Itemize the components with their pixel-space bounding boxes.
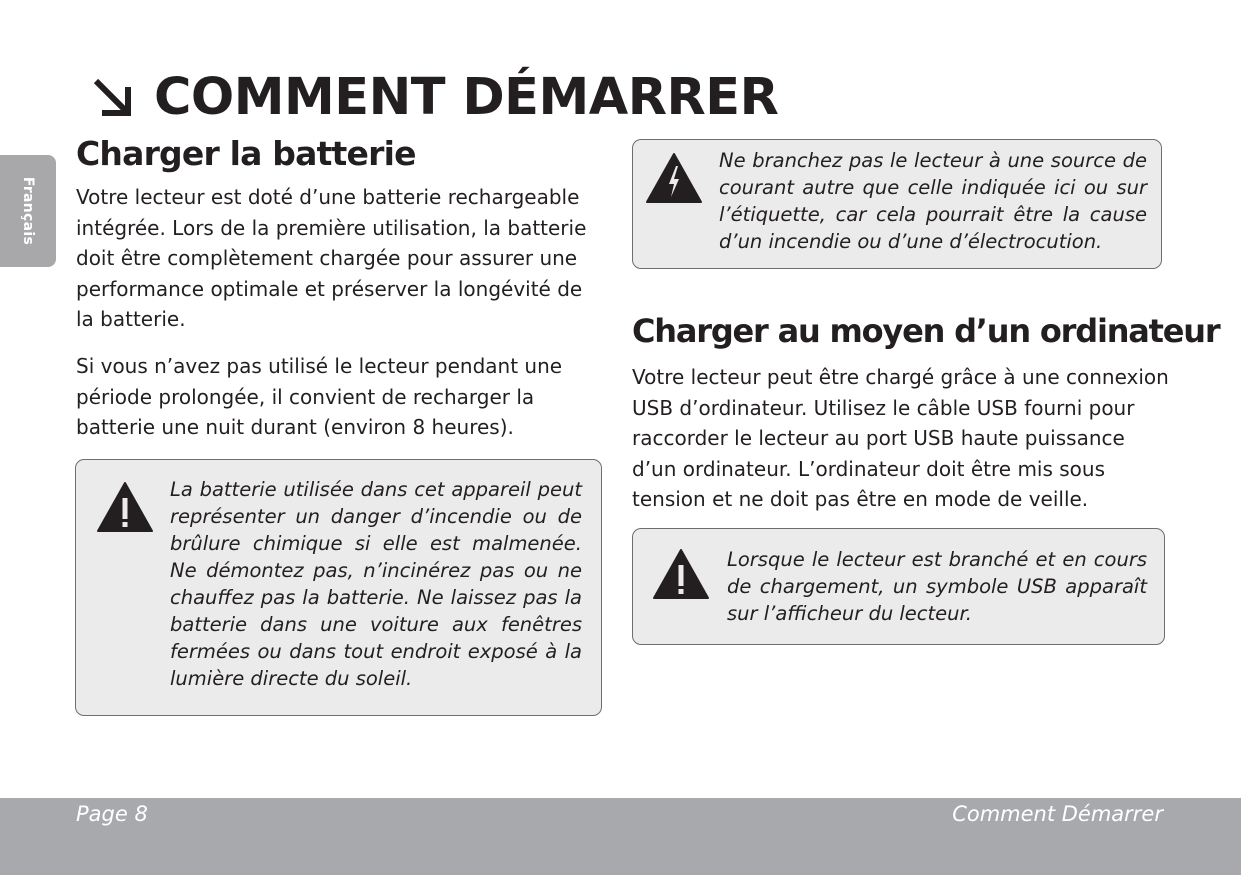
electric-warning-box [632, 139, 1162, 269]
arrow-down-right-icon [84, 69, 140, 125]
paragraph-battery-intro: Votre lecteur est doté d’une batterie rechargeable intégrée. Lors de la première utilisation, la batterie doit être complètement chargée pour assurer une performance optimale et préserver la longévité de la batterie. [76, 185, 587, 331]
heading-charger-ordinateur: Charger au moyen d’un ordinateur [632, 312, 1220, 350]
exclamation-warning-icon [652, 548, 710, 600]
language-tab[interactable] [0, 155, 56, 267]
electric-warning-text: Ne branchez pas le lecteur à une source de courant autre que celle indiquée ici ou sur l’étiquette, car cela pourrait être la cause d’un incendie ou d’une d’électrocution. [719, 149, 1147, 253]
page-title [84, 62, 778, 132]
language-tab-label: Français [20, 176, 36, 246]
lightning-warning-icon [645, 152, 703, 204]
paragraph-usb-charging: Votre lecteur peut être chargé grâce à une connexion USB d’ordinateur. Utilisez le câble USB fourni pour raccorder le lecteur au port USB haute puissance d’un ordinateur. L’ordinateur doit être mis sous tension et ne doit pas être en mode de veille. [632, 365, 1169, 511]
battery-warning-box [75, 459, 602, 716]
heading-charger-batterie: Charger la batterie [76, 134, 416, 173]
paragraph-battery-recharge: Si vous n’avez pas utilisé le lecteur pendant une période prolongée, il convient de recharger la batterie une nuit durant (environ 8 heures). [76, 354, 563, 439]
page-number: Page 8 [76, 802, 148, 826]
usb-info-text: Lorsque le lecteur est branché et en cours de chargement, un symbole USB apparaît sur l’afficheur du lecteur. [727, 548, 1147, 625]
usb-info-box [632, 528, 1165, 645]
battery-warning-text: La batterie utilisée dans cet appareil peut représenter un danger d’incendie ou de brûlure chimique si elle est malmenée. Ne démontez pas, n’incinérez pas ou ne chauffez pas la batterie. Ne laissez pas la batterie dans une voiture aux fenêtres fermées ou dans tout endroit exposé à la lumière directe du soleil. [170, 478, 582, 690]
page-footer [0, 798, 1241, 875]
page-title-text: COMMENT DÉMARRER [154, 67, 779, 127]
footer-section-title: Comment Démarrer [952, 802, 1163, 826]
exclamation-warning-icon [96, 481, 154, 533]
